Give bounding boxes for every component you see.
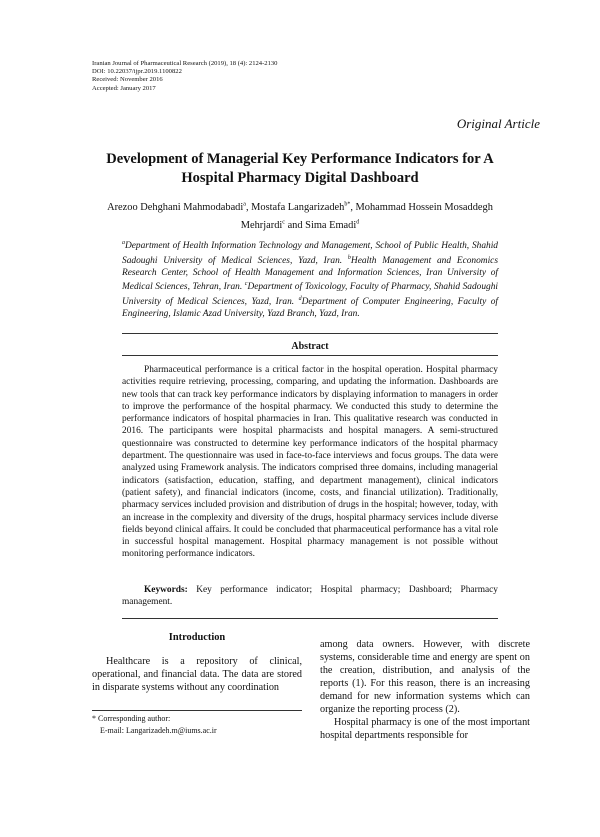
keywords (122, 584, 498, 609)
abstract-heading: Abstract (291, 341, 329, 352)
author: Mostafa Langarizadeh$^{b*}$, (251, 202, 356, 214)
intro-paragraph: Healthcare is a repository of clinical, operational, and financial data. The data are stored in disparate systems without any coordination (92, 656, 302, 693)
affiliation: Health Management and Economics Research Center, School of Health Management and Information Sciences, Iran University of Medical Sciences, Tehran, Iran. (122, 255, 498, 293)
keywords-text: Key performance indicator; Hospital pharmacy; Dashboard; Pharmacy management. (122, 585, 498, 608)
abstract-text: Pharmaceutical performance is a critical factor in the hospital operation. Hospital pharmacy activities require retrieving, processing, comparing, and updating the information. Dashboards are new tools that can track key performance indicators by displaying information to managers in order to improve the performance of the hospital pharmacy. We conducted this study to determine the performance indicators of hospital pharmacies in Iran. This qualitative research was conducted in 2016. The participants were hospital pharmacists and hospital managers. A semi-structured questionnaire was constructed to determine key performance indicators of the hospital pharmacy department. The questionnaire was used in face-to-face interviews and focus groups. The data were analyzed using Framework analysis. The indicators comprised three domains, including managerial indicators (satisfaction, education, staffing, and department management), clinical indicators (patient safety), and financial indicators (income, costs, and financial utilization). Traditionally, pharmacy services included provision and distribution of drugs in the hospital; however, today, with an increase in the complexity and diversity of the drugs, hospital pharmacy services include diverse fields beyond clinical affairs. It could be concluded that pharmaceutical performance has a vital role in successful hospital management. Hospital pharmacy management is not possible without monitoring performance indicators. (122, 365, 498, 560)
journal-citation: Iranian Journal of Pharmaceutical Research (2019), 18 (4): 2124-2130 (92, 60, 278, 67)
affiliation: Department of Computer Engineering, Faculty of Engineering, Islamic Azad University, Yazd Branch, Yazd, Iran. (122, 297, 498, 320)
keywords-label: Keywords: (144, 585, 188, 595)
abstract-heading-rule (122, 355, 498, 356)
accepted-date: Accepted: January 2017 (92, 84, 156, 92)
footnote-rule (92, 710, 302, 711)
affiliations: $^a$Department of Health Information Technology and Management, School of Public Health, Shahid Sadoughi University of Medical Sciences, Yazd, Iran. $^b$Health Management and Economics Research Center, School of Health Management and Information Sciences, Iran University of Medical Sciences, Tehran, Iran. $^c$Department of Toxicology, Faculty of Pharmacy, Shahid Sadoughi University of Medical Sciences, Yazd, Iran. $^d$Department of Computer Engineering, Faculty of Engineering, Islamic Azad University, Yazd Branch, Yazd, Iran. (122, 240, 499, 320)
corresponding-email[interactable]: E-mail: Langarizadeh.m@iums.ac.ir (100, 726, 217, 735)
article-type: Original Article (456, 116, 540, 131)
author: Arezoo Dehghani Mahmodabadi$^a$, (107, 202, 252, 214)
received-date: Received: November 2016 (92, 76, 163, 84)
intro-paragraph: Hospital pharmacy is one of the most important hospital departments responsible for (320, 717, 530, 741)
abstract-bottom-rule (122, 618, 498, 619)
corresponding-author-label: * Corresponding author: (92, 714, 171, 723)
abstract-top-rule (122, 333, 498, 334)
author: Mohammad Hossein Mosaddegh Mehrjardi$^c$ and (240, 202, 493, 231)
footnote (92, 713, 217, 737)
introduction-heading: Introduction (168, 632, 226, 643)
paper-title: Development of Managerial Key Performance Indicators for A Hospital Pharmacy Digital Dashboard (106, 151, 494, 186)
left-column (92, 632, 302, 694)
right-column (320, 638, 530, 742)
author: Sima Emadi$^d$ (305, 219, 360, 231)
author-list (100, 198, 500, 233)
doi[interactable]: DOI: 10.22037/ijpr.2019.1100822 (92, 68, 182, 76)
affiliation: Department of Toxicology, Faculty of Pharmacy, Shahid Sadoughi University of Medical Sciences, Yazd, Iran. (122, 282, 499, 308)
journal-meta (92, 60, 277, 93)
affiliation: Department of Health Information Technology and Management, School of Public Health, Shahid Sadoughi University of Medical Sciences, Yazd, Iran. (122, 241, 498, 266)
intro-paragraph-continued: among data owners. However, with discrete systems, considerable time and energy are spent on the creation, distribution, and analysis of the reports (1). For this reason, there is an increasing demand for new information systems which can organize the reporting process (2). (320, 639, 530, 715)
